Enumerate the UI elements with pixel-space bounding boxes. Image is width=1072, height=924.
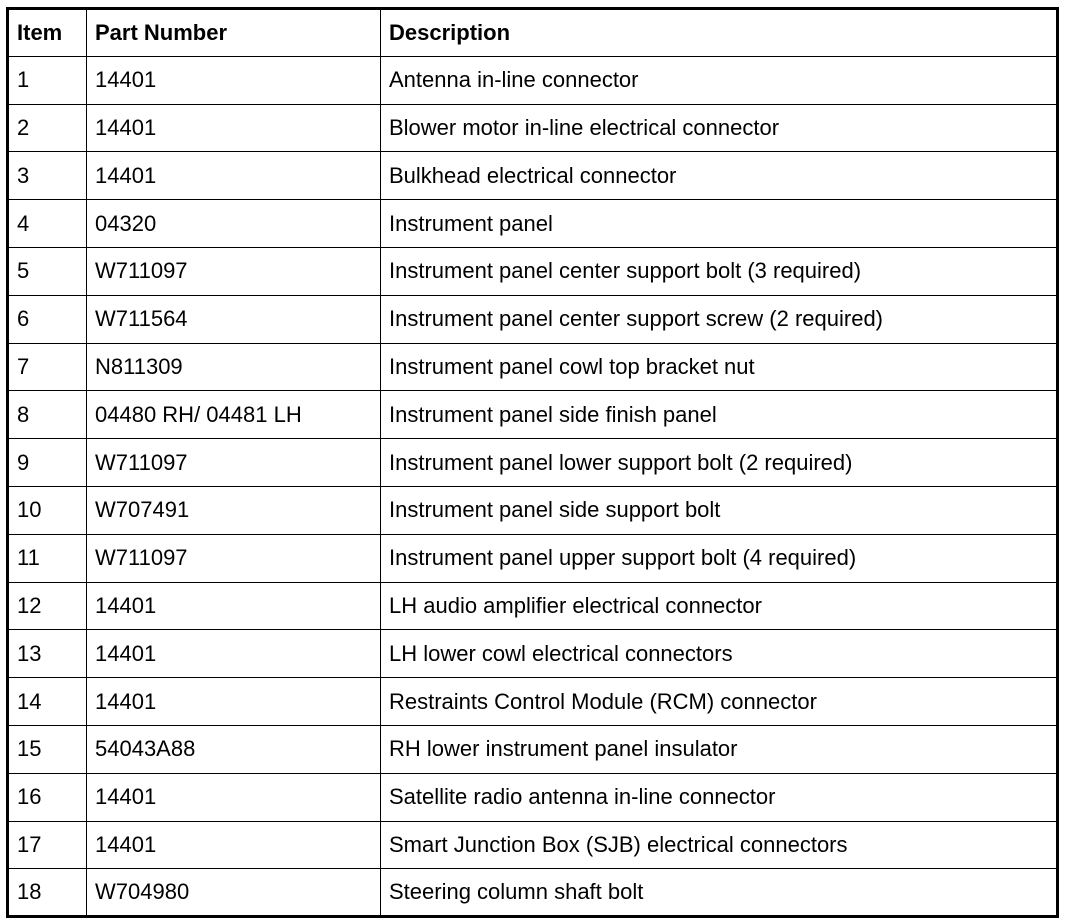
table-row <box>8 821 1058 869</box>
description-cell: Instrument panel <box>381 200 1058 248</box>
item-cell: 3 <box>8 152 87 200</box>
description-cell: LH lower cowl electrical connectors <box>381 630 1058 678</box>
table-row <box>8 582 1058 630</box>
table-row <box>8 391 1058 439</box>
description-cell: Instrument panel center support bolt (3 required) <box>381 247 1058 295</box>
item-cell: 4 <box>8 200 87 248</box>
table-row <box>8 295 1058 343</box>
part-number-cell: 14401 <box>87 582 381 630</box>
part-number-cell: W711097 <box>87 247 381 295</box>
part-number-cell: W707491 <box>87 486 381 534</box>
description-cell: Smart Junction Box (SJB) electrical connectors <box>381 821 1058 869</box>
table-row <box>8 486 1058 534</box>
description-cell: Instrument panel side finish panel <box>381 391 1058 439</box>
description-cell: Bulkhead electrical connector <box>381 152 1058 200</box>
item-cell: 12 <box>8 582 87 630</box>
table-row <box>8 678 1058 726</box>
table-row <box>8 534 1058 582</box>
part-number-cell: 14401 <box>87 630 381 678</box>
table-row <box>8 152 1058 200</box>
part-number-cell: 04320 <box>87 200 381 248</box>
description-cell: Instrument panel center support screw (2 required) <box>381 295 1058 343</box>
item-cell: 18 <box>8 869 87 917</box>
part-number-cell: W711097 <box>87 439 381 487</box>
description-cell: Satellite radio antenna in-line connector <box>381 773 1058 821</box>
item-cell: 10 <box>8 486 87 534</box>
item-cell: 5 <box>8 247 87 295</box>
part-number-cell: 14401 <box>87 678 381 726</box>
table-row <box>8 630 1058 678</box>
part-number-cell: W704980 <box>87 869 381 917</box>
part-number-cell: 54043A88 <box>87 725 381 773</box>
header-item: Item <box>8 9 87 57</box>
table-row <box>8 56 1058 104</box>
description-cell: Instrument panel upper support bolt (4 required) <box>381 534 1058 582</box>
table-row <box>8 200 1058 248</box>
table-row <box>8 343 1058 391</box>
description-cell: Instrument panel side support bolt <box>381 486 1058 534</box>
table-row <box>8 439 1058 487</box>
header-description: Description <box>381 9 1058 57</box>
item-cell: 16 <box>8 773 87 821</box>
table-row <box>8 725 1058 773</box>
part-number-cell: 14401 <box>87 773 381 821</box>
table-row <box>8 773 1058 821</box>
part-number-cell: 14401 <box>87 56 381 104</box>
part-number-cell: 14401 <box>87 152 381 200</box>
description-cell: RH lower instrument panel insulator <box>381 725 1058 773</box>
description-cell: Instrument panel cowl top bracket nut <box>381 343 1058 391</box>
item-cell: 7 <box>8 343 87 391</box>
table-row <box>8 247 1058 295</box>
item-cell: 14 <box>8 678 87 726</box>
part-number-cell: N811309 <box>87 343 381 391</box>
item-cell: 9 <box>8 439 87 487</box>
description-cell: Blower motor in-line electrical connector <box>381 104 1058 152</box>
description-cell: LH audio amplifier electrical connector <box>381 582 1058 630</box>
item-cell: 1 <box>8 56 87 104</box>
part-number-cell: W711097 <box>87 534 381 582</box>
part-number-cell: 04480 RH/ 04481 LH <box>87 391 381 439</box>
header-part-number: Part Number <box>87 9 381 57</box>
item-cell: 13 <box>8 630 87 678</box>
item-cell: 15 <box>8 725 87 773</box>
item-cell: 17 <box>8 821 87 869</box>
description-cell: Antenna in-line connector <box>381 56 1058 104</box>
table-row <box>8 104 1058 152</box>
description-cell: Restraints Control Module (RCM) connector <box>381 678 1058 726</box>
table-row <box>8 869 1058 917</box>
description-cell: Instrument panel lower support bolt (2 required) <box>381 439 1058 487</box>
item-cell: 6 <box>8 295 87 343</box>
table-header-row <box>8 9 1058 57</box>
part-number-cell: 14401 <box>87 104 381 152</box>
parts-table <box>6 7 1059 918</box>
item-cell: 8 <box>8 391 87 439</box>
item-cell: 2 <box>8 104 87 152</box>
item-cell: 11 <box>8 534 87 582</box>
part-number-cell: W711564 <box>87 295 381 343</box>
description-cell: Steering column shaft bolt <box>381 869 1058 917</box>
part-number-cell: 14401 <box>87 821 381 869</box>
